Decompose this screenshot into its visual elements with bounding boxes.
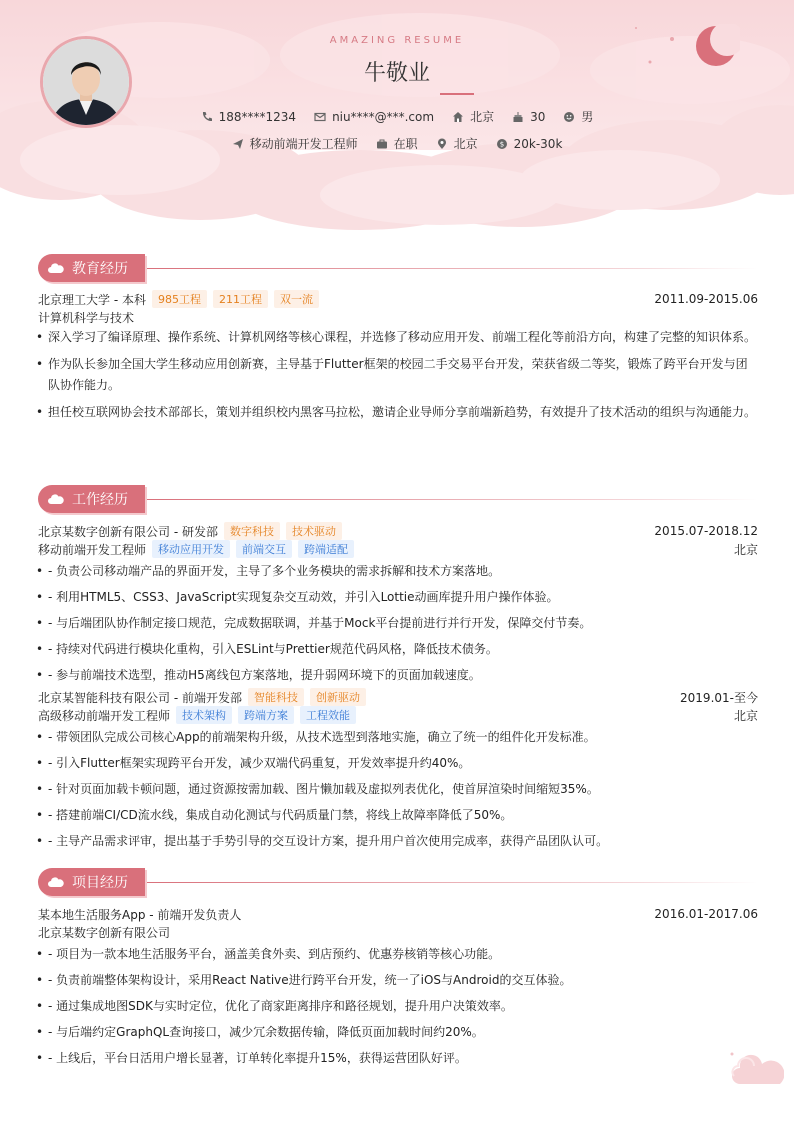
list-item: • - 针对页面加载卡顿问题，通过资源按需加载、图片懒加载及虚拟列表优化，使首屏渲染时间缩短35%。 [38,776,758,802]
role-tag: 移动应用开发 [152,540,230,558]
age-item [512,110,545,124]
list-item: • 作为队长参加全国大学生移动应用创新赛，主导基于Flutter框架的校园二手交易平台开发，荣获省级二等奖，锻炼了跨平台开发与团队协作能力。 [38,354,758,396]
role-tag: 技术架构 [176,706,232,724]
list-item: • 担任校互联网协会技术部部长，策划并组织校内黑客马拉松，邀请企业导师分享前端新趋势，有效提升了技术活动的组织与沟通能力。 [38,402,758,423]
education-title: 教育经历 [72,261,128,277]
job-company-row [38,522,758,540]
job-role: 高级移动前端开发工程师 [38,708,171,723]
svg-text:$: $ [499,140,504,148]
education-bullets [38,327,758,423]
projects-title: 项目经历 [72,875,128,891]
work-badge [38,485,145,513]
list-item: • - 利用HTML5、CSS3、JavaScript实现复杂交互动效，并引入Lottie动画库提升用户操作体验。 [38,584,758,610]
role-tag: 跨端适配 [298,540,354,558]
target-city-text: 北京 [453,137,478,151]
briefcase-icon [376,138,388,150]
name-underline [440,93,474,95]
company-tag: 创新驱动 [310,688,366,706]
job-role: 移动前端开发工程师 [38,542,147,557]
phone-text: 188****1234 [218,109,297,124]
major-name: 计算机科学与技术 [38,310,135,325]
job-date: 2015.07-2018.12 [654,524,758,538]
target-city-item [436,135,478,152]
list-item: • - 负责前端整体架构设计，采用React Native进行跨平台开发，统一了iOS与Android的交互体验。 [38,967,758,993]
target-role-item [232,135,358,152]
section-divider [147,499,758,500]
project-company-row [38,923,758,941]
hometown-item [452,108,494,125]
project-name-row [38,905,758,923]
projects-heading [38,868,758,898]
school-tag: 985工程 [152,290,207,308]
target-role-text: 移动前端开发工程师 [249,137,358,151]
list-item: • - 主导产品需求评审，提出基于手势引导的交互设计方案，提升用户首次使用完成率，获得产品团队认可。 [38,828,758,854]
cake-icon [512,111,524,123]
email-text: niu****@***.com [332,109,435,124]
email-icon [314,111,326,123]
job-role-row [38,706,758,724]
salary-item [496,137,563,151]
email-item [314,110,434,124]
job-city: 北京 [733,708,758,723]
education-heading [38,254,758,284]
candidate-name: 牛敬业 [363,61,430,86]
role-tag: 前端交互 [236,540,292,558]
job-company-row [38,688,758,706]
project-date: 2016.01-2017.06 [654,907,758,921]
education-badge [38,254,145,282]
home-icon [452,111,464,123]
company-tag: 数字科技 [224,522,280,540]
list-item: • - 项目为一款本地生活服务平台，涵盖美食外卖、到店预约、优惠券核销等核心功能。 [38,941,758,967]
work-heading [38,485,758,515]
section-divider [147,882,758,883]
hometown-text: 北京 [470,110,495,124]
company-tag: 技术驱动 [286,522,342,540]
job-date: 2019.01-至今 [680,690,758,705]
school-row [38,290,758,308]
location-icon [436,138,448,150]
send-icon [232,138,244,150]
list-item: • - 与后端团队协作制定接口规范，完成数据联调，并基于Mock平台提前进行并行开发，保障交付节奏。 [38,610,758,636]
list-item: • - 持续对代码进行模块化重构，引入ESLint与Prettier规范代码风格，降低技术债务。 [38,636,758,662]
age-text: 30 [530,109,546,124]
phone-item [201,110,296,124]
company-tag: 智能科技 [248,688,304,706]
gender-text: 男 [581,110,594,124]
project-company: 北京某数字创新有限公司 [38,925,171,940]
list-item: • - 负责公司移动端产品的界面开发，主导了多个业务模块的需求拆解和技术方案落地。 [38,558,758,584]
job-bullets [38,724,758,854]
cloud-icon [48,263,64,273]
projects-badge [38,868,145,896]
company-name: 北京某智能科技有限公司 - 前端开发部 [38,690,242,705]
school-name: 北京理工大学 - 本科 [38,292,146,307]
work-section [38,485,758,854]
projects-section [38,868,758,1071]
project-bullets [38,941,758,1071]
job-role-row [38,540,758,558]
list-item: • - 参与前端技术选型，推动H5离线包方案落地，提升弱网环境下的页面加载速度。 [38,662,758,688]
project-name: 某本地生活服务App - 前端开发负责人 [38,907,242,922]
contact-info-row [0,108,794,125]
list-item: • - 带领团队完成公司核心App的前端架构升级，从技术选型到落地实施，确立了统一的组件化开发标准。 [38,724,758,750]
school-tag: 双一流 [274,290,319,308]
role-tag: 跨端方案 [238,706,294,724]
resume-subtitle: AMAZING RESUME [329,35,465,46]
cloud-icon [48,877,64,887]
gender-item [563,108,593,125]
cloud-icon [48,494,64,504]
status-item [376,135,418,152]
money-icon [496,138,508,150]
company-name: 北京某数字创新有限公司 - 研发部 [38,524,218,539]
list-item: • - 上线后，平台日活用户增长显著，订单转化率提升15%，获得运营团队好评。 [38,1045,758,1071]
decorative-cloud-icon [728,1050,784,1086]
school-tag: 211工程 [213,290,268,308]
job-bullets [38,558,758,688]
smile-icon [563,111,575,123]
salary-text: 20k-30k [513,136,563,151]
list-item: • - 与后端约定GraphQL查询接口，减少冗余数据传输，降低页面加载时间约20%。 [38,1019,758,1045]
work-title: 工作经历 [72,492,128,508]
list-item: • - 引入Flutter框架实现跨平台开发，减少双端代码重复，开发效率提升约40%。 [38,750,758,776]
job-intent-row [0,135,794,152]
status-text: 在职 [393,137,418,151]
list-item: • 深入学习了编译原理、操作系统、计算机网络等核心课程，并选修了移动应用开发、前端工程化等前沿方向，构建了完整的知识体系。 [38,327,758,348]
job-city: 北京 [733,542,758,557]
role-tag: 工程效能 [300,706,356,724]
major-row [38,308,758,326]
list-item: • - 搭建前端CI/CD流水线，集成自动化测试与代码质量门禁，将线上故障率降低了50%。 [38,802,758,828]
resume-header [0,0,794,230]
section-divider [147,268,758,269]
list-item: • - 通过集成地图SDK与实时定位，优化了商家距离排序和路径规划，提升用户决策效率。 [38,993,758,1019]
education-date: 2011.09-2015.06 [654,292,758,306]
phone-icon [201,111,213,123]
education-section [38,254,758,423]
